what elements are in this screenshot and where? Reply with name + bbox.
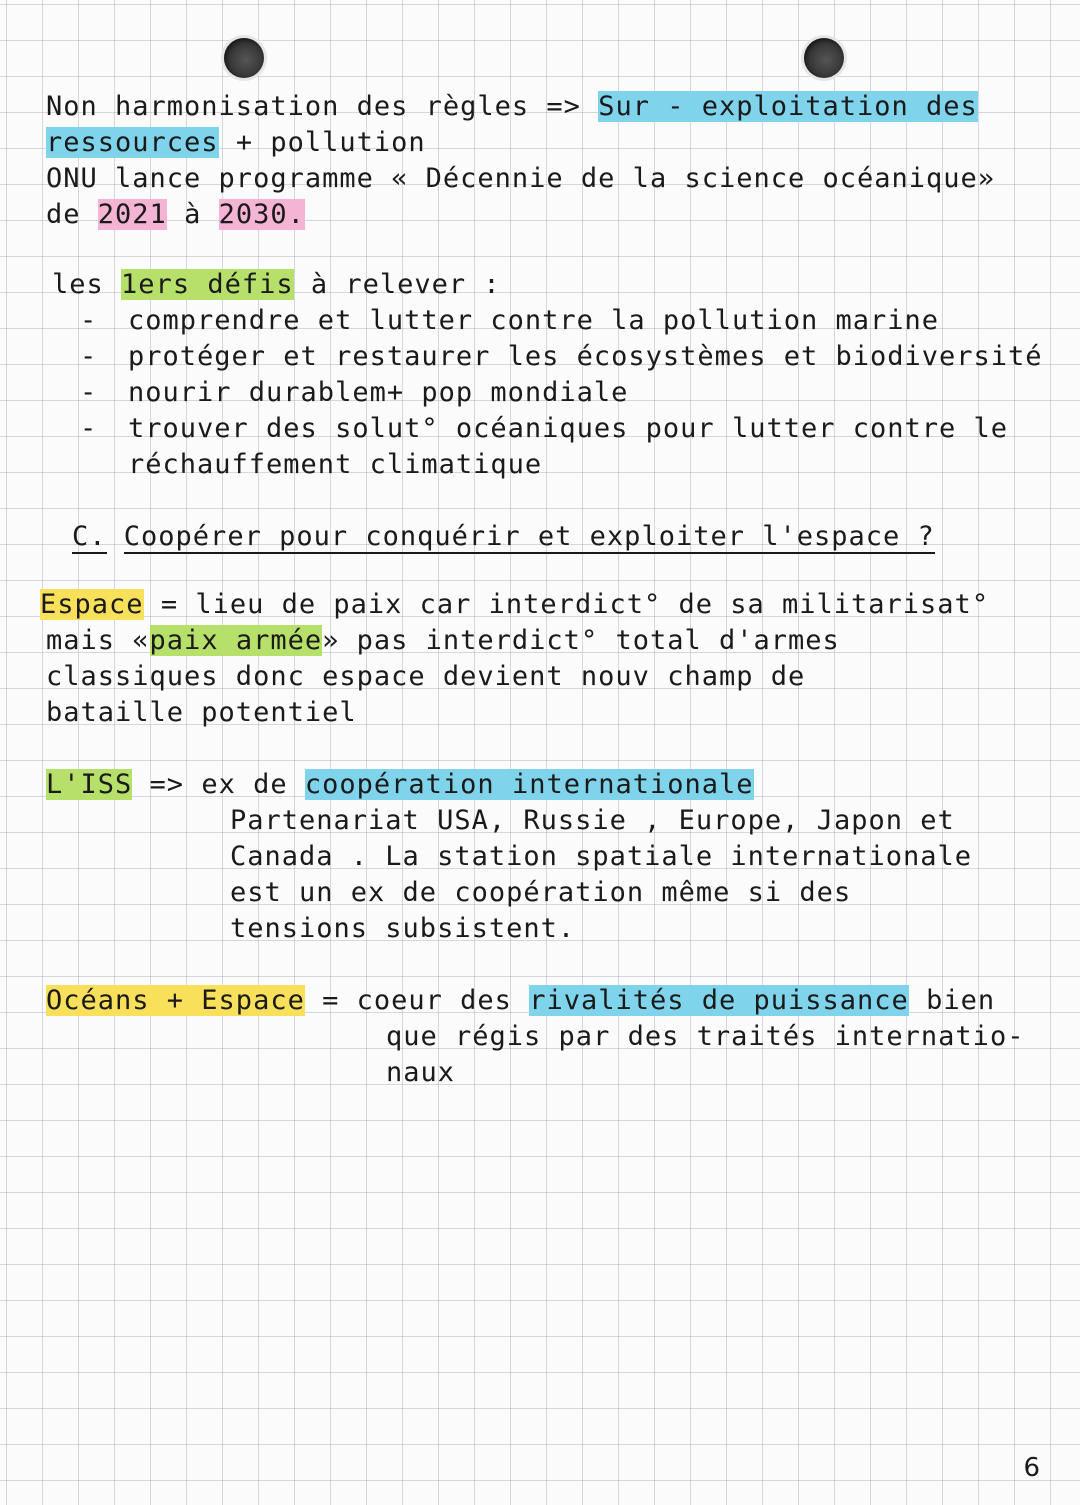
espace-line-2 bbox=[46, 624, 840, 658]
oceans-line-1 bbox=[46, 984, 995, 1018]
defis-item-text: nourir durablem+ pop mondiale bbox=[128, 377, 629, 408]
iss-text: ex de bbox=[201, 769, 288, 800]
espace-text: classiques donc espace devient nouv champ de bbox=[46, 661, 806, 692]
defis-item-text: comprendre et lutter contre la pollution marine bbox=[128, 305, 940, 336]
oceans-text: = coeur des bbox=[322, 985, 512, 1016]
highlight-iss: L'ISS bbox=[46, 769, 133, 800]
intro-line-3 bbox=[46, 162, 995, 196]
highlight-espace: Espace bbox=[40, 589, 144, 620]
highlight-overexploitation: Sur - exploitation des bbox=[598, 91, 978, 122]
binder-hole-right bbox=[804, 38, 844, 78]
iss-line-1 bbox=[46, 768, 754, 802]
espace-text: » pas interdict° total d'armes bbox=[322, 625, 840, 656]
iss-line-2 bbox=[230, 804, 955, 838]
espace-text: bataille potentiel bbox=[46, 697, 357, 728]
intro-text: ONU lance programme « Décennie de la science océanique» bbox=[46, 163, 996, 194]
oceans-line-2 bbox=[386, 1020, 1024, 1054]
defis-item-text: protéger et restaurer les écosystèmes et biodiversité bbox=[128, 341, 1043, 372]
highlight-paix-armee: paix armée bbox=[149, 625, 323, 656]
iss-arrow: => bbox=[149, 769, 185, 800]
iss-line-5 bbox=[230, 912, 575, 946]
defis-item bbox=[80, 412, 1008, 446]
defis-item bbox=[80, 376, 628, 410]
highlight-oceans-espace: Océans + Espace bbox=[46, 985, 305, 1016]
highlight-year-end: 2030. bbox=[218, 199, 305, 230]
iss-text: Partenariat USA, Russie , Europe, Japon et bbox=[230, 805, 955, 836]
defis-lead bbox=[52, 268, 501, 302]
intro-text: + pollution bbox=[235, 127, 426, 158]
oceans-text: bien bbox=[926, 985, 996, 1016]
iss-text: tensions subsistent. bbox=[230, 913, 576, 944]
dash-bullet: - bbox=[80, 305, 98, 336]
section-heading bbox=[72, 520, 935, 554]
oceans-line-3 bbox=[386, 1056, 455, 1090]
defis-item bbox=[80, 340, 1043, 374]
page-number: 6 bbox=[1023, 1453, 1040, 1483]
binder-hole-left bbox=[224, 38, 264, 78]
espace-text: mais « bbox=[46, 625, 150, 656]
highlight-resources: ressources bbox=[46, 127, 219, 158]
espace-text: = lieu de paix car interdict° de sa militarisat° bbox=[160, 589, 990, 620]
defis-item-text: réchauffement climatique bbox=[128, 449, 543, 480]
intro-text: Non harmonisation des règles => bbox=[46, 91, 581, 122]
intro-line-4 bbox=[46, 198, 305, 232]
intro-line-1 bbox=[46, 90, 978, 124]
defis-text: à relever : bbox=[310, 269, 501, 300]
highlight-year-start: 2021 bbox=[97, 199, 167, 230]
highlight-rivalites: rivalités de puissance bbox=[529, 985, 909, 1016]
iss-text: Canada . La station spatiale internationale bbox=[230, 841, 972, 872]
intro-line-2 bbox=[46, 126, 426, 160]
defis-item-continued bbox=[128, 448, 542, 482]
dash-bullet: - bbox=[80, 377, 98, 408]
oceans-text: que régis par des traités internatio- bbox=[386, 1021, 1025, 1052]
highlight-cooperation: coopération internationale bbox=[304, 769, 754, 800]
section-prefix: C. bbox=[72, 521, 107, 552]
intro-text: de bbox=[46, 199, 81, 230]
dash-bullet: - bbox=[80, 341, 98, 372]
iss-text: est un ex de coopération même si des bbox=[230, 877, 852, 908]
defis-item-text: trouver des solut° océaniques pour lutter contre le bbox=[128, 413, 1009, 444]
iss-line-4 bbox=[230, 876, 851, 910]
defis-item bbox=[80, 304, 939, 338]
highlight-defis: 1ers défis bbox=[121, 269, 294, 300]
oceans-text: naux bbox=[386, 1057, 456, 1088]
espace-line-4 bbox=[46, 696, 357, 730]
espace-line-1 bbox=[40, 588, 989, 622]
dash-bullet: - bbox=[80, 413, 98, 444]
espace-line-3 bbox=[46, 660, 805, 694]
section-title: Coopérer pour conquérir et exploiter l'espace ? bbox=[123, 521, 935, 552]
iss-line-3 bbox=[230, 840, 972, 874]
defis-text: les bbox=[52, 269, 104, 300]
intro-text: à bbox=[184, 199, 202, 230]
